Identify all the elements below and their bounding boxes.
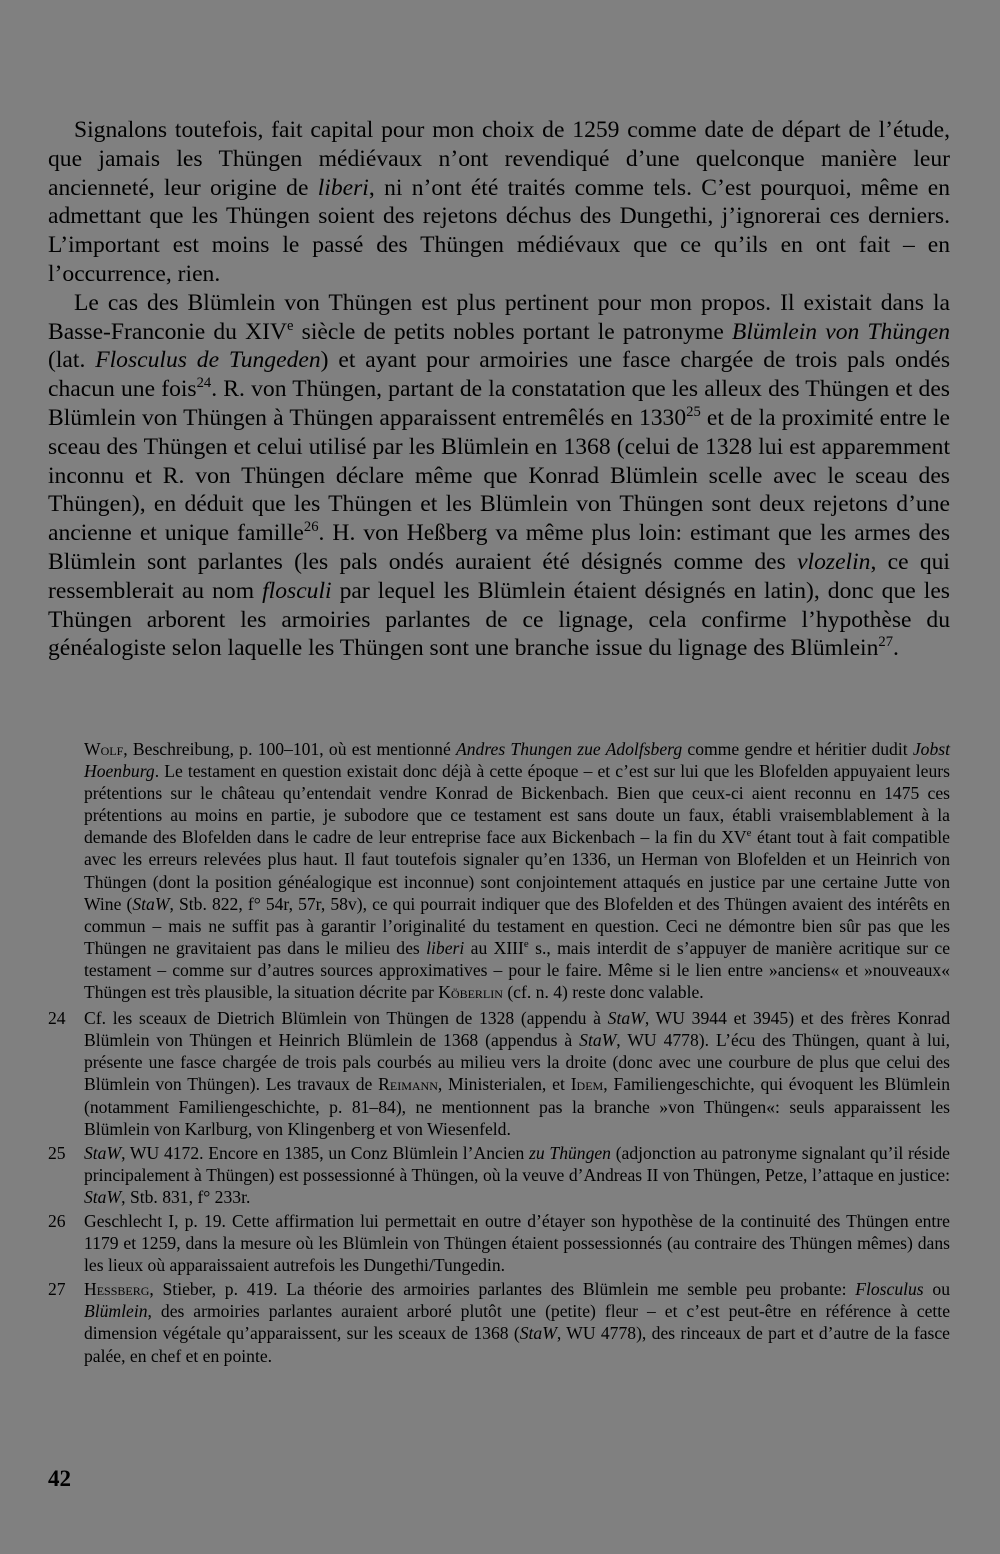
text-run: siècle de petits nobles portant le patronyme [293, 318, 732, 345]
superscript: e [746, 827, 752, 840]
italic-text: StaW [132, 893, 170, 914]
superscript: 26 [303, 519, 319, 536]
footnote-text [84, 739, 950, 1002]
text-run: ) et ayant pour armoiries une fasce chargée de trois pals ondés chacun une fois [48, 347, 950, 403]
italic-text: flosculi [262, 577, 332, 604]
small-caps-name: Wolf [84, 739, 124, 759]
text-run: (lat. [48, 347, 96, 374]
footnote-text [84, 1279, 950, 1365]
text-run: , Stb. 822, f° 54r, 57r, 58v), ce qui pourrait indiquer que des Blofelden et des Thüngen avaient des intérêts en commun – mais ne suffit pas à garantir l’originalité du testament en question. Ceci ne démontre bien sûr pas que les Thüngen ne gravitaient pas dans le milieu des [84, 893, 951, 958]
italic-text: vlozelin [797, 548, 871, 575]
text-run: , Familiengeschichte, qui évoquent les Blümlein (notamment Familiengeschichte, p. 81–84), ne mentionnent pas la branche »von Thüngen«: seuls apparaissent les Blümlein von Karlburg, von Klingenberg et von Wiesenfeld. [84, 1074, 950, 1139]
text-run: ou [923, 1279, 950, 1300]
text-run: étant tout à fait compatible avec les erreurs relevées plus haut. Il faut toutefois signaler qu’en 1336, un Herman von Blofelden et un Heinrich von Thüngen (dont la position généalogique est inconnue) sont conjointement attaqués en justice par une certaine Jutte von Wine ( [84, 827, 950, 914]
text-run: au XIII [464, 937, 524, 958]
superscript: 24 [196, 375, 212, 392]
footnote-number: 27 [48, 1279, 66, 1300]
small-caps-name: Köberlin [438, 982, 503, 1003]
superscript: e [287, 317, 294, 334]
text-run: et de la proximité entre le sceau des Thüngen et celui utilisé par les Blümlein en 1368 (celui de 1328 lui est apparemment inconnu et R. von Thüngen déclare même que Konrad Blümlein scelle avec le sceau des Thüngen), en déduit que les Thüngen et les Blümlein von Thüngen sont deux rejetons d’une ancienne et unique famille [48, 404, 950, 547]
text-run: . H. von Heßberg va même plus loin: estimant que les armes des Blümlein sont parlantes (les pals ondés auraient été désignés comme des [48, 520, 950, 575]
text-run: , Ministerialen, et [437, 1074, 571, 1095]
italic-text: Flosculus [855, 1279, 924, 1300]
footnote-text [84, 1143, 950, 1207]
text-run: comme gendre et héritier dudit [682, 739, 913, 759]
small-caps-name: Hessberg [84, 1279, 150, 1300]
italic-text: StaW [579, 1030, 617, 1051]
italic-text: StaW [84, 1186, 122, 1207]
text-run: . Le testament en question existait donc déjà à cette époque – et c’est sur lui que les Blofelden appuyaient leurs prétentions sur le château qu’entendait vendre Konrad de Bickenbach. Bien que ceux-ci aient reconnu en 1475 ces prétentions au moins en partie, je subodore que ce testament est sans doute un faux, établi vraisemblablement à la demande des Blofelden dans le cadre de leur entreprise face aux Bickenbach – la fin du XV [84, 761, 950, 848]
footnote-text [84, 1008, 950, 1138]
paragraph-2 [48, 289, 950, 663]
italic-text: StaW [84, 1142, 122, 1163]
footnote-24 [48, 1007, 950, 1140]
text-run: (adjonction au patronyme signalant qu’il réside principalement à Thüngen) est possessionné à Thüngen, où la veuve d’Andreas II von Thüngen, Petze, l’attaque en justice: [84, 1142, 950, 1185]
text-run: s., mais interdit de s’appuyer de manière acritique sur ce testament – comme sur d’autres sources approximatives – pour le faire. Même si le lien entre »anciens« et »nouveaux« Thüngen est très plausible, la situation décrite par [84, 937, 951, 1003]
text-run: par lequel les Blümlein étaient désignés en latin), donc que les Thüngen arborent les armoiries parlantes de ce lignage, cela confirme l’hypothèse du généalogiste selon laquelle les Thüngen sont une branche issue du lignage des Blümlein [48, 577, 950, 662]
italic-text: Flosculus de Tungeden [95, 347, 321, 374]
footnote-number: 24 [48, 1008, 66, 1029]
footnote-27 [48, 1278, 950, 1366]
text-run: Signalons toutefois, fait capital pour mon choix de 1259 comme date de départ de l’étude, que jamais les Thüngen médiévaux n’ont revendiqué d’une quelconque manière leur ancienneté, leur origine de [48, 117, 950, 201]
italic-text: Blümlein von Thüngen [731, 318, 950, 345]
footnote-continued [48, 738, 950, 1003]
text-run: Le cas des Blümlein von Thüngen est plus pertinent pour mon propos. Il existait dans la Basse-Franconie du XIV [48, 289, 950, 345]
text-run: , WU 4172. Encore en 1385, un Conz Blümlein l’Ancien [121, 1142, 530, 1163]
text-run: Geschlecht I, p. 19. Cette affirmation lui permettait en outre d’étayer son hypothèse de la continuité des Thüngen entre 1179 et 1259, dans la mesure où les Blümlein von Thüngen étaient possessionnés (au contraire des Thüngen mêmes) dans les lieux où apparaissaient autrefois les Dungethi/Tungedin. [84, 1210, 950, 1276]
italic-text: Andres Thungen zue Adolfsberg [456, 739, 683, 759]
text-run: (cf. n. 4) reste donc valable. [502, 982, 704, 1003]
text-run: , Beschreibung, p. 100–101, où est mentionné [123, 739, 456, 759]
italic-text: Blümlein [84, 1301, 148, 1322]
footnote-number: 26 [48, 1210, 66, 1231]
italic-text: zu Thüngen [529, 1142, 611, 1163]
page-number: 42 [48, 1466, 71, 1491]
text-run: , WU 3944 et 3945) et des frères Konrad Blümlein von Thüngen et Heinrich Blümlein de 1368 (appendus à [84, 1008, 950, 1051]
footnote-number: 25 [48, 1142, 66, 1163]
italic-text: liberi [317, 174, 369, 201]
text-run: , ce qui ressemblerait au nom [48, 548, 950, 604]
footnote-text [84, 1211, 950, 1275]
text-run: , ni n’ont été traités comme tels. C’est pourquoi, même en admettant que les Thüngen soient des rejetons déchus des Dungethi, j’ignorerai ces derniers. L’important est moins le passé des Thüngen médiévaux que ce qu’ils en ont fait – en l’occurrence, rien. [48, 174, 950, 287]
text-run: , Stb. 831, f° 233r. [121, 1186, 251, 1207]
superscript: 25 [686, 404, 701, 421]
text-run: . [893, 635, 899, 662]
small-caps-name: Idem [570, 1074, 604, 1095]
superscript: e [523, 937, 529, 950]
footnotes [48, 738, 950, 1369]
text-run: . R. von Thüngen, partant de la constatation que les alleux des Thüngen et des Blümlein von Thüngen à Thüngen apparaissent entremêlés en 1330 [48, 376, 950, 431]
main-text [48, 116, 950, 663]
text-run: Cf. les sceaux de Dietrich Blümlein von Thüngen de 1328 (appendu à [84, 1008, 608, 1029]
text-run: , WU 4778), des rinceaux de part et d’autre de la fasce palée, en chef et en pointe. [84, 1323, 950, 1366]
italic-text: StaW [607, 1008, 645, 1029]
italic-text: Jobst Hoenburg [84, 739, 950, 782]
footnote-25 [48, 1142, 950, 1208]
footnote-26 [48, 1210, 950, 1276]
text-run: , des armoiries parlantes auraient arboré plutôt une (petite) fleur – et c’est peut-être en référence à cette dimension végétale qu’apparaissent, sur les sceaux de 1368 ( [84, 1301, 950, 1344]
text-run: , Stieber, p. 419. La théorie des armoiries parlantes des Blümlein me semble peu probante: [149, 1279, 856, 1300]
small-caps-name: Reimann [378, 1074, 438, 1095]
italic-text: liberi [426, 937, 465, 958]
paragraph-1 [48, 116, 950, 289]
text-run: , WU 4778). L’écu des Thüngen, quant à lui, présente une fasce chargée de trois pals courbés au milieu vers la droite (donc avec une courbure de plus que celui des Blümlein von Thüngen). Les travaux de [84, 1030, 951, 1095]
superscript: 27 [878, 634, 894, 651]
italic-text: StaW [519, 1323, 557, 1344]
